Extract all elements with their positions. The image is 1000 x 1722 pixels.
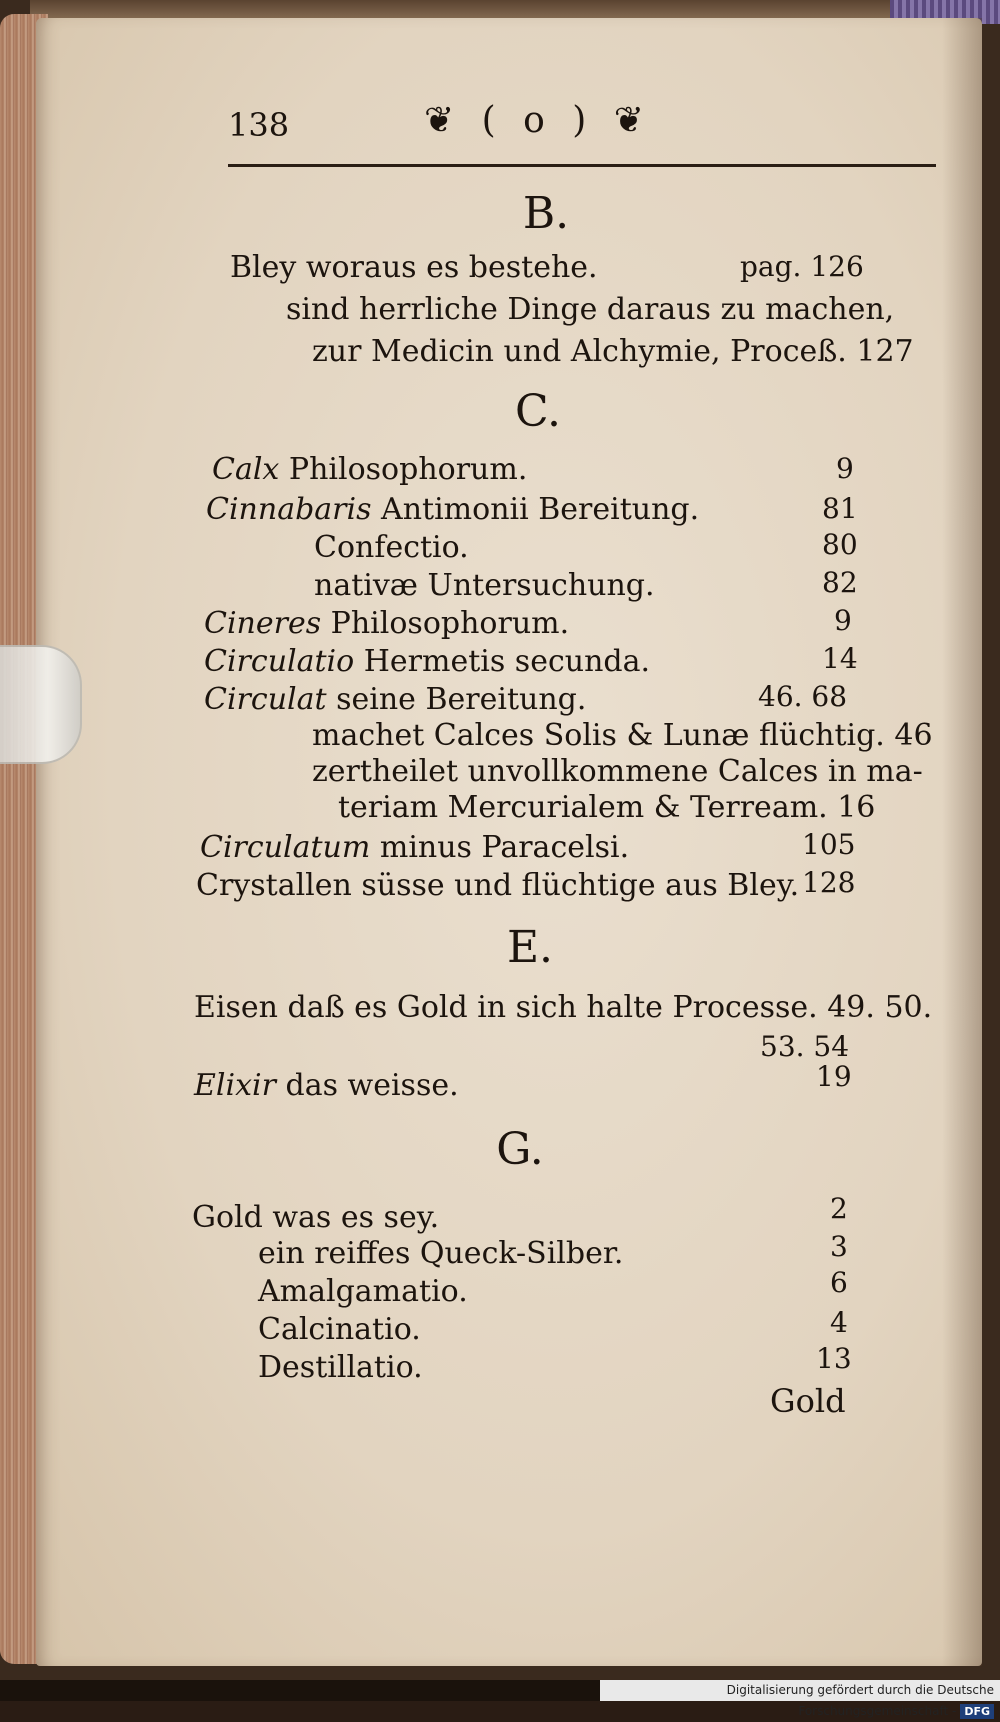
index-entry bbox=[204, 682, 586, 717]
funding-footer bbox=[600, 1680, 1000, 1718]
index-entry bbox=[206, 492, 699, 527]
page-ref: 80 bbox=[822, 528, 858, 561]
index-entry: zur Medicin und Alchymie, Proceß. 127 bbox=[312, 334, 914, 369]
index-entry bbox=[204, 606, 569, 641]
latin-term: Cinnabaris bbox=[206, 492, 372, 527]
page-ref: 3 bbox=[830, 1230, 848, 1263]
page-ref: 9 bbox=[834, 604, 852, 637]
index-entry: teriam Mercurialem & Terream. 16 bbox=[338, 790, 876, 825]
catchword: Gold bbox=[770, 1382, 846, 1420]
page-ref: 46. 68 bbox=[758, 680, 848, 713]
index-entry bbox=[212, 452, 527, 487]
index-entry: Amalgamatio. bbox=[258, 1274, 468, 1309]
index-entry: Crystallen süsse und flüchtige aus Bley. bbox=[196, 868, 800, 903]
running-header bbox=[228, 98, 936, 167]
latin-term: Circulatum bbox=[200, 830, 371, 865]
section-letter-b: B. bbox=[522, 188, 570, 239]
entry-text: Hermetis secunda. bbox=[363, 644, 651, 679]
page-ref: 2 bbox=[830, 1192, 848, 1225]
index-entry: Confectio. bbox=[314, 530, 469, 565]
index-entry: Gold was es sey. bbox=[192, 1200, 440, 1235]
latin-term: Cineres bbox=[204, 606, 322, 641]
index-entry bbox=[204, 644, 650, 679]
index-entry: machet Calces Solis & Lunæ flüchtig. 46 bbox=[312, 718, 933, 753]
page-ref: 105 bbox=[802, 828, 856, 861]
page-ref: 81 bbox=[822, 492, 858, 525]
page-ref: 53. 54 bbox=[760, 1030, 850, 1063]
entry-text: das weisse. bbox=[285, 1068, 459, 1103]
entry-text: Philosophorum. bbox=[288, 452, 528, 487]
latin-term: Circulat bbox=[204, 682, 327, 717]
latin-term: Elixir bbox=[194, 1068, 276, 1103]
page-ref: pag. 126 bbox=[740, 250, 864, 283]
index-entry: nativæ Untersuchung. bbox=[314, 568, 655, 603]
index-entry: Destillatio. bbox=[258, 1350, 423, 1385]
page-ref: 14 bbox=[822, 642, 858, 675]
dfg-logo: DFG bbox=[960, 1704, 994, 1719]
latin-term: Circulatio bbox=[204, 644, 355, 679]
page-ref: 19 bbox=[816, 1060, 852, 1093]
index-entry bbox=[194, 1068, 459, 1103]
index-entry: Eisen daß es Gold in sich halte Processe. 49. 50. bbox=[194, 990, 933, 1025]
section-letter-e: E. bbox=[506, 922, 554, 973]
section-letter-c: C. bbox=[514, 386, 562, 437]
page-number: 138 bbox=[228, 106, 290, 144]
page-ref: 82 bbox=[822, 566, 858, 599]
latin-term: Calx bbox=[212, 452, 280, 487]
page-ref: 13 bbox=[816, 1342, 852, 1375]
index-entry: Bley woraus es bestehe. bbox=[230, 250, 598, 285]
entry-text: Philosophorum. bbox=[330, 606, 570, 641]
page-ref: 4 bbox=[830, 1306, 848, 1339]
index-entry: sind herrliche Dinge daraus zu machen, bbox=[286, 292, 895, 327]
index-entry: Calcinatio. bbox=[258, 1312, 421, 1347]
scan-bottom-border bbox=[0, 1680, 600, 1701]
index-entry: ein reiffes Queck-Silber. bbox=[258, 1236, 624, 1271]
page-ref: 9 bbox=[836, 452, 854, 485]
entry-text: seine Bereitung. bbox=[336, 682, 587, 717]
section-letter-g: G. bbox=[496, 1124, 544, 1175]
page-ref: 128 bbox=[802, 866, 856, 899]
footer-text: Digitalisierung gefördert durch die Deutsche Forschungsgemeinschaft - bbox=[726, 1683, 994, 1718]
header-ornament: ❦ ( o ) ❦ bbox=[424, 100, 652, 141]
index-entry: zertheilet unvollkommene Calces in ma- bbox=[312, 754, 923, 789]
page-ref: 6 bbox=[830, 1266, 848, 1299]
entry-text: Antimonii Bereitung. bbox=[381, 492, 700, 527]
entry-text: minus Paracelsi. bbox=[379, 830, 630, 865]
index-entry bbox=[200, 830, 629, 865]
